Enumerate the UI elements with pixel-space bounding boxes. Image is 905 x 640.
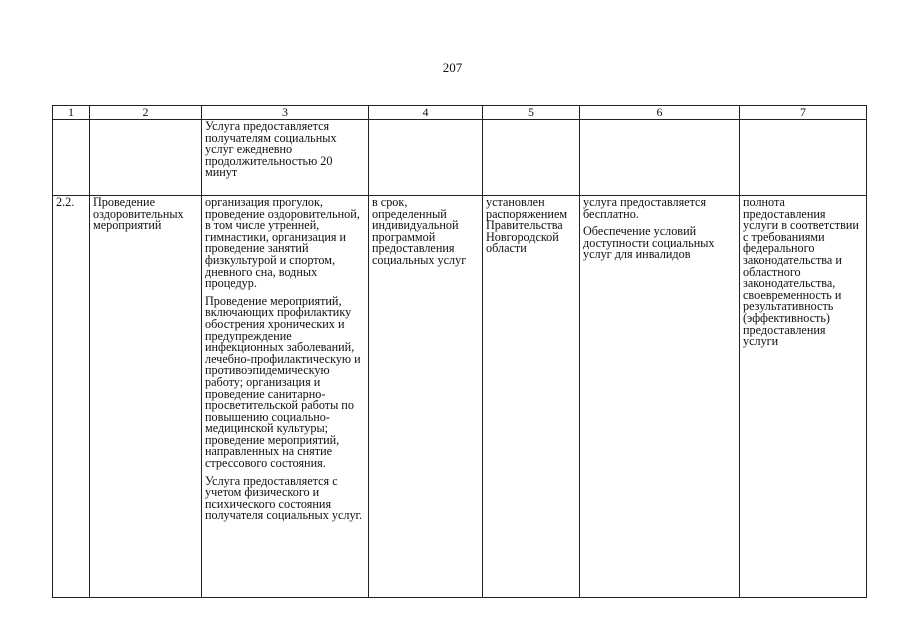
service-conditions-cell: Услуга предоставляется получателям социальных услуг ежедневно продолжительностью 20 минут: [202, 120, 369, 196]
table-row: [53, 196, 867, 598]
header-cell-2: 2: [90, 106, 202, 120]
header-cell-5: 5: [483, 106, 580, 120]
description-paragraph: Проведение мероприятий, включающих профилактику обострения хронических и предупреждение инфекционных заболеваний, лечебно-профилактическую и противоэпидемическую работу; организация и проведение санитарно-просветительской работы по повышению социально-медицинской культуры; проведение мероприятий, направленных на снятие стрессового состояния.: [205, 293, 361, 471]
header-cell-6: 6: [580, 106, 740, 120]
cell-empty: [580, 120, 740, 196]
header-row: [53, 106, 867, 120]
service-term-cell: в срок, определенный индивидуальной программой предоставления социальных услуг: [369, 196, 483, 598]
service-name-cell: Проведение оздоровительных мероприятий: [90, 196, 202, 598]
cell-empty: [53, 120, 90, 196]
header-cell-7: 7: [740, 106, 867, 120]
cell-empty: [483, 120, 580, 196]
service-rate-cell: установлен распоряжением Правительства Новгородской области: [483, 196, 580, 598]
services-table: [52, 105, 867, 598]
header-cell-3: 3: [202, 106, 369, 120]
cell-empty: [90, 120, 202, 196]
payment-conditions-cell: [580, 196, 740, 598]
quality-indicators-cell: полнота предоставления услуги в соответствии с требованиями федерального законодательства и областного законодательства, своевременность и результативность (эффективность) предоставления услуги: [740, 196, 867, 598]
service-description-cell: [202, 196, 369, 598]
payment-paragraph: услуга предоставляется бесплатно.: [583, 195, 707, 221]
cell-empty: [369, 120, 483, 196]
cell-empty: [740, 120, 867, 196]
description-paragraph: организация прогулок, проведение оздоровительной, в том числе утренней, гимнастики, организация и проведение занятий физкультурой и спортом, дневного сна, водных процедур.: [205, 195, 360, 291]
accessibility-paragraph: Обеспечение условий доступности социальных услуг для инвалидов: [583, 224, 715, 262]
table-row: [53, 120, 867, 196]
header-cell-4: 4: [369, 106, 483, 120]
row-number-cell: 2.2.: [53, 196, 90, 598]
page-number: 207: [442, 60, 463, 75]
description-paragraph: Услуга предоставляется с учетом физического и психического состояния получателя социальных услуг.: [205, 473, 363, 523]
header-cell-1: 1: [53, 106, 90, 120]
